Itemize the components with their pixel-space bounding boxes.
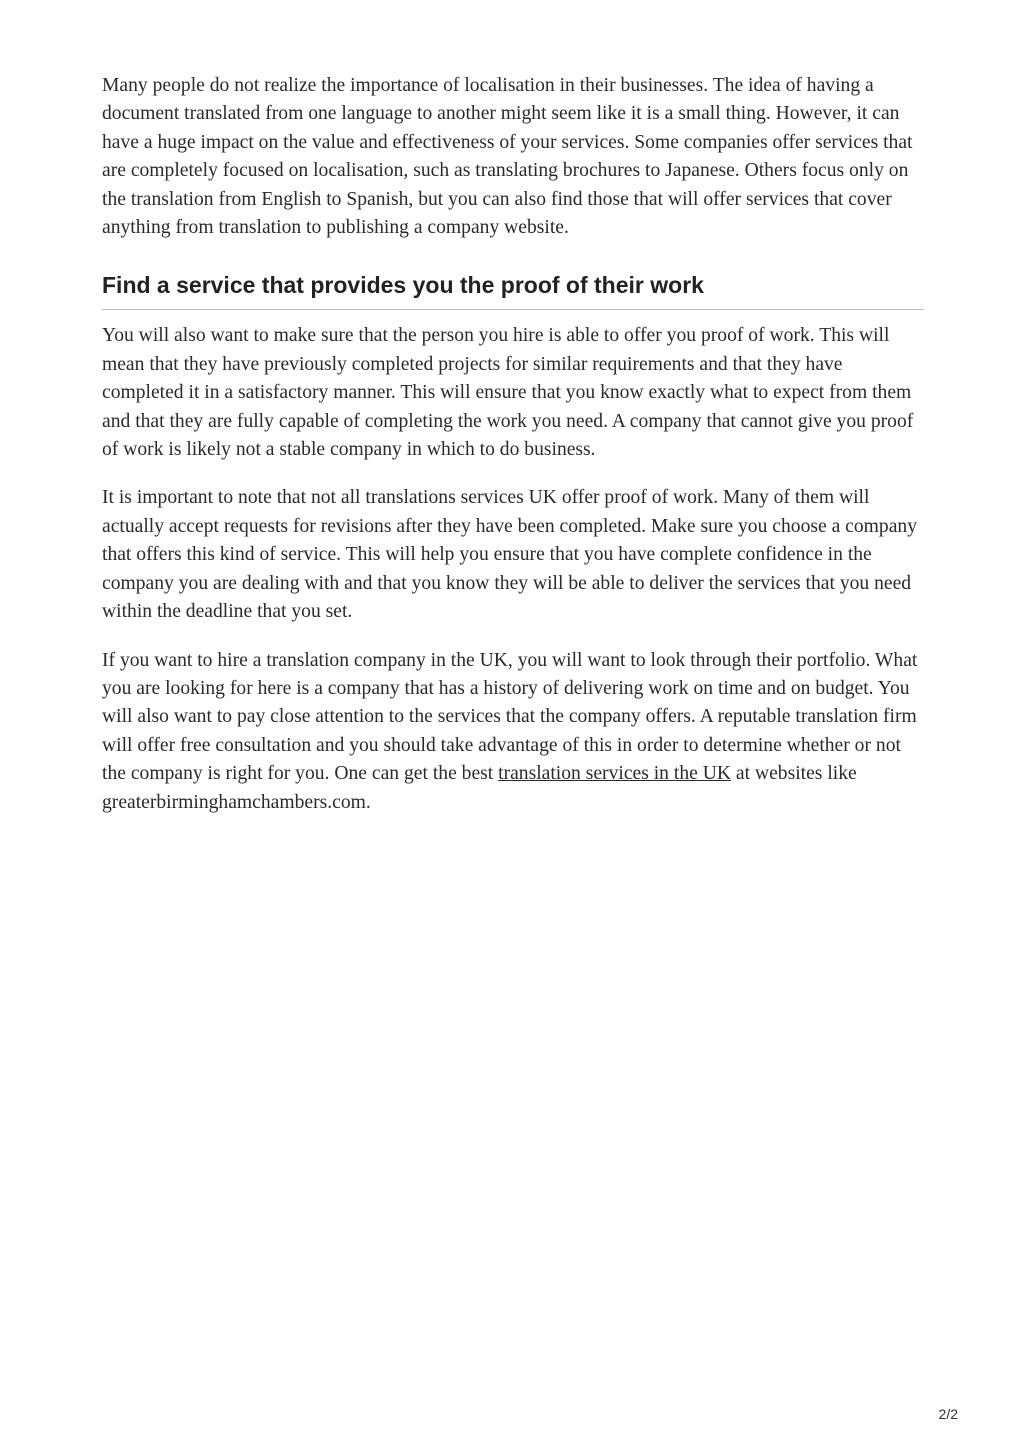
paragraph-portfolio-text: If you want to hire a translation company in the UK, you will want to look through their portfolio. What you are looking for here is a company that has a history of delivering work on time and on budget. You will also want to pay close attention to the services that the company offers. A reputable translation firm will offer free consultation and you should take advantage of this in order to determine whether or not the company is right for you. One can get the best bbox=[102, 649, 918, 785]
section-heading: Find a service that provides you the proof of their work bbox=[102, 270, 924, 310]
translation-services-link[interactable]: translation services in the UK bbox=[498, 763, 732, 785]
paragraph-portfolio-tail: at websites like greaterbirminghamchambers.com. bbox=[102, 763, 857, 813]
document-body bbox=[102, 72, 924, 837]
paragraph-proof-of-work: You will also want to make sure that the person you hire is able to offer you proof of work. This will mean that they have previously completed projects for similar requirements and that they have completed it in a satisfactory manner. This will ensure that you know exactly what to expect from them and that they are fully capable of completing the work you need. A company that cannot give you proof of work is likely not a stable company in which to do business. bbox=[102, 325, 914, 461]
page-number: 2/2 bbox=[938, 1406, 958, 1422]
paragraph-portfolio bbox=[102, 647, 924, 817]
paragraph-localisation: Many people do not realize the importance of localisation in their businesses. The idea of having a document translated from one language to another might seem like it is a small thing. However, it can have a huge impact on the value and effectiveness of your services. Some companies offer services that are completely focused on localisation, such as translating brochures to Japanese. Others focus only on the translation from English to Spanish, but you can also find those that will offer services that cover anything from translation to publishing a company website. bbox=[102, 75, 913, 239]
paragraph-revisions: It is important to note that not all translations services UK offer proof of work. Many of them will actually accept requests for revisions after they have been completed. Make sure you choose a company that offers this kind of service. This will help you ensure that you have complete confidence in the company you are dealing with and that you know they will be able to deliver the services that you need within the deadline that you set. bbox=[102, 487, 917, 623]
